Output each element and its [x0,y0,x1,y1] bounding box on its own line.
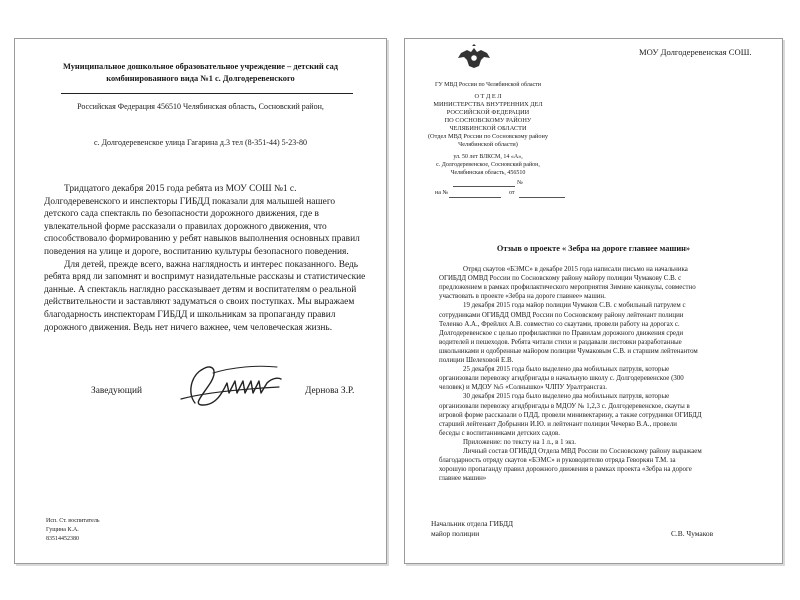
review-para3-line2: организовали перевозку агидбригады в начальную школу с. Долгодеревенское (300 [439,375,684,383]
review-para4-line1: 30 декабря 2015 года было выделено два мобильных патруля, которые [463,393,670,401]
org-address-line1: Российская Федерация 456510 Челябинская область, Сосновский район, [77,102,324,111]
chief-name: С.В. Чумаков [671,529,714,538]
letter-para1-line1: Тридцатого декабря 2015 года ребята из МОУ СОШ №1 с. [64,184,297,194]
review-para4-line4: старший лейтенант Добрынин И.Ю. и лейтенант полиции Чечерко В.А., провели [439,420,677,428]
org-name-line1: Муниципальное дошкольное образовательное учреждение – детский сад [62,62,339,71]
signature-title: Заведующий [91,386,142,396]
chief-title-line1: Начальник отдела ГИБДД [431,519,514,528]
agency-ministry: ГУ МВД России по Челябинской области [434,82,542,88]
review-para4-line2: организовали перевозку агидбригады в МДОУ № 1,2,3 с. Долгодеревенское, скауты в [439,402,690,410]
doc-from-blank [519,197,565,198]
letter-para1-line5: способствовало формированию у ребят навыков выполнения основных правил [44,234,360,245]
executor-line3: 83514452380 [46,536,79,542]
review-para5-line4: главнее машин» [439,475,487,483]
police-eagle-emblem-icon [457,44,491,70]
agency-federation: РОССИЙСКОЙ ФЕДЕРАЦИИ [446,109,530,116]
doc-reference-label: на № [435,190,449,196]
signature-name: Дернова З.Р. [305,386,355,396]
letter-para2-line4: действительности и заставляют задуматься о своих поступках. Мы выражаем [44,297,355,308]
review-attachment: Приложение: по тексту на 1 л., в 1 экз. [463,438,576,446]
review-para2-line4: Долгодеревенское с целью профилактики по Правилам дорожного движения среди [439,329,684,337]
letter-para2-line5: благодарность инспекторам ГИБДД и школьникам за пропаганду правил [44,310,336,320]
letter-para1-line3: детского сада спектакль по безопасности дорожного движения, где в [44,209,319,220]
org-address-line2: с. Долгодеревенское улица Гагарина д.3 тел (8-351-44) 5-23-80 [94,138,307,147]
review-para5-line1: Личный состав ОГИБДД Отдела МВД России по Сосновскому району выражаем [463,448,702,455]
doc-reference-blank [449,197,501,198]
org-name-line2: комбинированного вида №1 с. Долгодеревенского [106,74,295,83]
chief-title-line2: майор полиции [431,529,480,538]
review-para4-line3: игровой форме рассказали о ПДД, провели минивектарину, а также сотрудники ОГИБДД [439,411,702,419]
review-para2-line1: 19 декабря 2015 года майор полиции Чумаков С.В. с мобильный патрулем с [463,302,686,310]
agency-district: ПО СОСНОВСКОМУ РАЙОНУ [444,117,532,124]
letter-para1-line4: увлекательной форме рассказали о правилах дорожного движения, что [44,221,327,232]
review-para5-line3: хорошую пропаганду правил дорожного движения в рамках проекта «Зебра на дороге [439,466,692,474]
letter-para1-line6: поведения на улице и дороге, воспитанию культуры безопасного поведения. [44,247,349,257]
letter-para2-line2: ребята вряд ли запомнят и воспримут назидательные рассказы и статистические [44,272,366,283]
letter-para2-line6: дорожного движения. Ведь нет ничего важнее, чем человеческая жизнь. [44,322,333,333]
agency-address1: ул. 50 лет ВЛКСМ, 14 «А», [453,154,523,160]
agency-address3: Челябинская область, 456510 [450,170,526,176]
executor-line1: Исп. Ст. воспитатель [46,518,100,524]
review-para2-line5: водителей и пешеходов. Ребята читали стихи и раздавали листовки разработанные [439,338,682,346]
letter-para2-line1: Для детей, прежде всего, важна наглядность и интерес показанного. Ведь [64,259,359,270]
review-para1-line2: ОГИБДД ОМВД России по Сосновскому району майору полиции Чумакову С.В. с [439,275,682,283]
agency-ministry-name: МИНИСТЕРСТВА ВНУТРЕННИХ ДЕЛ [433,101,543,108]
review-para1-line1: Отряд скаутов «БЭМС» в декабре 2015 года написали письмо на начальника [463,266,688,273]
agency-department: О Т Д Е Л [474,93,502,100]
review-para1-line3: предложением в рамках профилактического мероприятия Зимние каникулы, совместно [439,284,696,292]
review-para3-line1: 25 декабря 2015 года было выделено два мобильных патруля, которые [463,366,670,374]
review-para2-line2: сотрудниками ОГИБДД ОМВД России по Сосновскому району лейтенант полиции [439,311,684,319]
header-rule [61,93,353,94]
review-para3-line3: человек) и МДОУ №5 «Солнышко» ЧЛПУ Уралтрансгаз. [439,384,607,392]
review-para2-line6: школьниками и одобренные майором полиции Чумаковым С.В. и старшим лейтенантом [439,347,698,355]
review-para2-line7: полиции Шелеховой Е.В. [439,357,514,364]
review-para4-line5: беседы с воспитанниками детских садов. [439,429,560,437]
addressee: МОУ Долгодеревенская СОШ. [639,47,752,57]
review-para1-line4: участвовать в проекте «Зебра на дороге главнее» машин. [439,293,606,301]
doc-number-label: № [517,180,523,186]
doc-from-label: от [509,190,515,196]
review-para5-line2: благодарность отряду скаутов «БЭМС» и руководителю отряда Геворкян Т.М. за [439,457,676,465]
letter-para2-line3: данные. А спектакль наглядно рассказывает детям и воспитателям о реальной [44,284,357,295]
handwritten-signature-icon [173,353,285,415]
agency-region: ЧЕЛЯБИНСКОЙ ОБЛАСТИ [449,125,527,132]
agency-address2: с. Долгодеревенское, Сосновский район, [436,162,540,168]
letter-para1-line2: Долгодеревенского и инспекторы ГИБДД показали для малышей нашего [44,196,336,207]
review-title: Отзыв о проекте « Зебра на дороге главнее машин» [496,244,691,253]
doc-number-blank [453,186,515,187]
executor-line2: Гущина К.А. [46,527,79,533]
agency-short-region: Челябинской области) [458,141,518,148]
review-para2-line3: Теленко А.А., Фрейлих А.В. совместно со скаутами, провели работу на дорогах с. [439,320,680,328]
agency-short-name: (Отдел МВД России по Сосновскому району [427,133,549,140]
police-letter-page [404,38,783,564]
kindergarten-letter-page [14,38,387,564]
